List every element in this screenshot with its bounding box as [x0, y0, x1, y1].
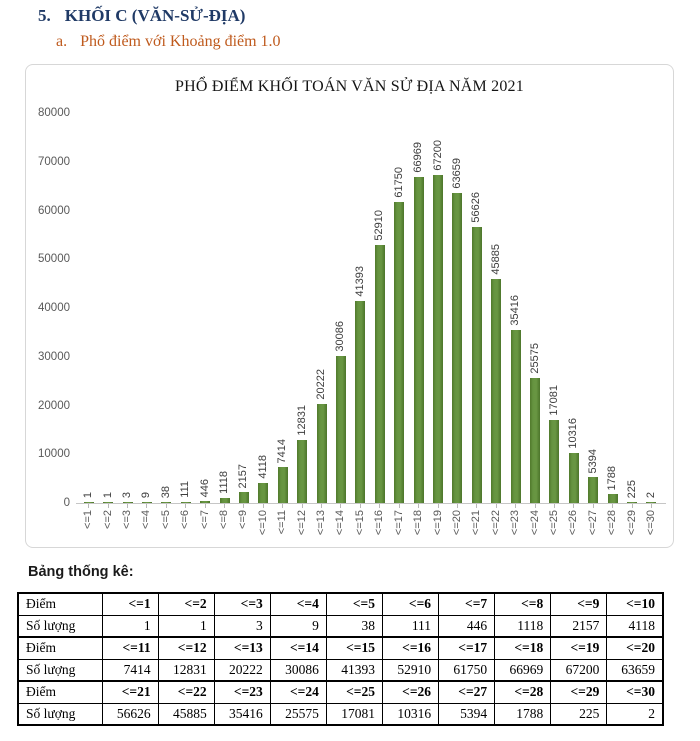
x-category — [448, 504, 467, 548]
chart-title: PHỔ ĐIỂM KHỐI TOÁN VĂN SỬ ĐỊA NĂM 2021 — [175, 78, 524, 95]
statistics-table-wrap — [17, 592, 664, 726]
x-tick-mark — [302, 504, 303, 508]
x-tick-mark — [224, 504, 225, 508]
count-row-label: Số lượng — [18, 615, 102, 637]
count-cell: 2 — [607, 703, 663, 725]
score-cell: <=29 — [551, 681, 607, 703]
bar — [355, 301, 365, 503]
x-tick-mark — [612, 504, 613, 508]
score-cell: <=27 — [439, 681, 495, 703]
count-row-label: Số lượng — [18, 659, 102, 681]
bar-value-label: 2 — [644, 491, 657, 498]
count-cell: 225 — [551, 703, 607, 725]
x-category — [603, 504, 622, 548]
x-tick-mark — [379, 504, 380, 508]
x-category — [292, 504, 311, 548]
bar-column — [370, 113, 389, 503]
score-cell: <=17 — [439, 637, 495, 659]
count-cell: 10316 — [382, 703, 438, 725]
score-cell: <=28 — [495, 681, 551, 703]
count-cell: 7414 — [102, 659, 158, 681]
x-category — [215, 504, 234, 548]
y-tick-label: 70000 — [38, 155, 70, 168]
bar-series — [79, 113, 661, 503]
bar-column — [584, 113, 603, 503]
bar — [569, 453, 579, 503]
x-tick-label: <=12 — [295, 510, 308, 536]
bar-value-label: 7414 — [276, 438, 289, 463]
x-tick-label: <=17 — [392, 510, 405, 536]
bar-value-label: 38 — [159, 485, 172, 498]
x-category — [564, 504, 583, 548]
score-row-label: Điểm — [18, 593, 102, 615]
bar-column — [448, 113, 467, 503]
x-tick-label: <=23 — [509, 510, 522, 536]
score-cell: <=11 — [102, 637, 158, 659]
x-tick-label: <=6 — [179, 510, 192, 529]
x-category — [98, 504, 117, 548]
count-cell: 12831 — [158, 659, 214, 681]
count-cell: 9 — [270, 615, 326, 637]
bar-value-label: 4118 — [256, 455, 269, 479]
bar-value-label: 12831 — [295, 405, 308, 436]
x-tick-mark — [632, 504, 633, 508]
count-row-label: Số lượng — [18, 703, 102, 725]
section-title: KHỐI C (VĂN-SỬ-ĐỊA) — [64, 6, 246, 25]
bar-value-label: 446 — [198, 478, 211, 497]
x-category — [351, 504, 370, 548]
x-tick-label: <=11 — [276, 510, 289, 535]
x-category — [157, 504, 176, 548]
score-cell: <=20 — [607, 637, 663, 659]
bar-column — [506, 113, 525, 503]
bar-value-label: 66969 — [412, 142, 425, 173]
count-cell: 35416 — [214, 703, 270, 725]
y-tick-label: 0 — [63, 497, 70, 509]
count-cell: 52910 — [382, 659, 438, 681]
table-row-counts — [18, 615, 663, 637]
bar-value-label: 1 — [101, 491, 114, 498]
x-tick-label: <=26 — [567, 510, 580, 536]
x-tick-mark — [88, 504, 89, 508]
bar — [258, 483, 268, 503]
bar-column — [409, 113, 428, 503]
bar — [472, 227, 482, 503]
x-category — [428, 504, 447, 548]
bar — [278, 467, 288, 503]
count-cell: 446 — [439, 615, 495, 637]
subsection-title: Phổ điểm với Khoảng điểm 1.0 — [80, 33, 281, 50]
score-cell: <=4 — [270, 593, 326, 615]
x-tick-mark — [438, 504, 439, 508]
table-caption: Bảng thống kê: — [28, 564, 134, 580]
count-cell: 2157 — [551, 615, 607, 637]
score-cell: <=25 — [326, 681, 382, 703]
x-category — [487, 504, 506, 548]
x-tick-mark — [282, 504, 283, 508]
count-cell: 66969 — [495, 659, 551, 681]
bar — [511, 330, 521, 503]
x-tick-mark — [457, 504, 458, 508]
x-tick-mark — [340, 504, 341, 508]
x-tick-label: <=5 — [159, 510, 172, 529]
score-cell: <=5 — [326, 593, 382, 615]
count-cell: 1788 — [495, 703, 551, 725]
score-cell: <=1 — [102, 593, 158, 615]
section-heading — [38, 6, 245, 26]
bar-column — [234, 113, 253, 503]
x-category — [176, 504, 195, 548]
bar-value-label: 17081 — [547, 385, 560, 416]
count-cell: 30086 — [270, 659, 326, 681]
y-tick-label: 40000 — [38, 302, 70, 314]
score-cell: <=8 — [495, 593, 551, 615]
x-tick-label: <=30 — [644, 510, 657, 536]
bar-column — [428, 113, 447, 503]
score-row-label: Điểm — [18, 637, 102, 659]
score-cell: <=21 — [102, 681, 158, 703]
y-axis — [26, 107, 74, 509]
count-cell: 1118 — [495, 615, 551, 637]
bar-column — [487, 113, 506, 503]
score-cell: <=10 — [607, 593, 663, 615]
score-cell: <=14 — [270, 637, 326, 659]
bar-column — [622, 113, 641, 503]
bar — [530, 378, 540, 503]
x-tick-label: <=4 — [140, 510, 153, 529]
count-cell: 111 — [382, 615, 438, 637]
x-tick-mark — [573, 504, 574, 508]
x-tick-mark — [651, 504, 652, 508]
bar-column — [273, 113, 292, 503]
x-axis — [79, 504, 661, 548]
bar-column — [157, 113, 176, 503]
x-category — [584, 504, 603, 548]
table-row-counts — [18, 659, 663, 681]
statistics-table — [17, 592, 664, 726]
bar-column — [642, 113, 661, 503]
x-tick-label: <=29 — [625, 510, 638, 536]
x-tick-label: <=15 — [353, 510, 366, 536]
x-category — [506, 504, 525, 548]
score-cell: <=13 — [214, 637, 270, 659]
score-cell: <=26 — [382, 681, 438, 703]
bar — [394, 202, 404, 503]
x-tick-mark — [496, 504, 497, 508]
bar — [336, 356, 346, 503]
bar-column — [467, 113, 486, 503]
bar-column — [603, 113, 622, 503]
bar-value-label: 5394 — [586, 448, 599, 473]
x-tick-mark — [321, 504, 322, 508]
score-cell: <=7 — [439, 593, 495, 615]
score-cell: <=2 — [158, 593, 214, 615]
bar-value-label: 3 — [121, 491, 134, 498]
x-category — [622, 504, 641, 548]
x-tick-label: <=18 — [412, 510, 425, 536]
count-cell: 17081 — [326, 703, 382, 725]
bar — [452, 193, 462, 503]
x-category — [331, 504, 350, 548]
x-tick-label: <=20 — [450, 510, 463, 536]
x-tick-label: <=14 — [334, 510, 347, 536]
x-category — [642, 504, 661, 548]
bar — [608, 494, 618, 503]
section-number: 5. — [38, 6, 51, 25]
bar — [588, 477, 598, 503]
x-tick-label: <=22 — [489, 510, 502, 536]
x-tick-mark — [166, 504, 167, 508]
bar-column — [254, 113, 273, 503]
score-cell: <=3 — [214, 593, 270, 615]
x-category — [390, 504, 409, 548]
count-cell: 45885 — [158, 703, 214, 725]
table-row-scores — [18, 637, 663, 659]
table-row-counts — [18, 703, 663, 725]
bar-column — [525, 113, 544, 503]
x-category — [234, 504, 253, 548]
x-tick-mark — [535, 504, 536, 508]
x-tick-label: <=8 — [218, 510, 231, 529]
bar-value-label: 111 — [179, 481, 192, 498]
x-tick-mark — [127, 504, 128, 508]
bar — [549, 420, 559, 503]
count-cell: 67200 — [551, 659, 607, 681]
bar-value-label: 25575 — [528, 343, 541, 374]
bar-value-label: 1 — [82, 491, 95, 498]
score-cell: <=22 — [158, 681, 214, 703]
x-tick-label: <=28 — [606, 510, 619, 536]
score-cell: <=16 — [382, 637, 438, 659]
bar-value-label: 35416 — [509, 295, 522, 326]
count-cell: 20222 — [214, 659, 270, 681]
x-category — [79, 504, 98, 548]
x-category — [467, 504, 486, 548]
bar-column — [98, 113, 117, 503]
bar-value-label: 1118 — [218, 471, 231, 494]
bar — [414, 177, 424, 503]
x-category — [118, 504, 137, 548]
x-tick-mark — [515, 504, 516, 508]
bar-column — [137, 113, 156, 503]
x-tick-mark — [593, 504, 594, 508]
x-category — [370, 504, 389, 548]
x-tick-label: <=2 — [101, 510, 114, 529]
count-cell: 38 — [326, 615, 382, 637]
bar — [239, 492, 249, 503]
bar-column — [312, 113, 331, 503]
bar-value-label: 67200 — [431, 140, 444, 171]
bar-value-label: 52910 — [373, 210, 386, 241]
bar-column — [292, 113, 311, 503]
bar-value-label: 61750 — [392, 167, 405, 198]
bar-column — [545, 113, 564, 503]
x-category — [254, 504, 273, 548]
x-tick-label: <=19 — [431, 510, 444, 536]
x-category — [137, 504, 156, 548]
x-category — [525, 504, 544, 548]
x-tick-label: <=27 — [586, 510, 599, 536]
score-cell: <=18 — [495, 637, 551, 659]
x-tick-label: <=13 — [315, 510, 328, 536]
bar-value-label: 9 — [140, 491, 153, 498]
bar-value-label: 20222 — [315, 369, 328, 400]
x-category — [545, 504, 564, 548]
x-tick-mark — [418, 504, 419, 508]
x-tick-label: <=1 — [82, 510, 95, 529]
bar-value-label: 45885 — [489, 244, 502, 275]
bar — [297, 440, 307, 503]
subsection-letter: a. — [56, 33, 68, 50]
x-category — [312, 504, 331, 548]
count-cell: 56626 — [102, 703, 158, 725]
x-tick-label: <=10 — [256, 510, 269, 536]
table-row-scores — [18, 681, 663, 703]
x-tick-mark — [554, 504, 555, 508]
score-cell: <=30 — [607, 681, 663, 703]
count-cell: 4118 — [607, 615, 663, 637]
bar-column — [195, 113, 214, 503]
bar — [317, 404, 327, 503]
score-cell: <=15 — [326, 637, 382, 659]
y-tick-label: 30000 — [38, 350, 70, 363]
bar — [491, 279, 501, 503]
bar — [433, 175, 443, 503]
count-cell: 5394 — [439, 703, 495, 725]
bar-value-label: 10316 — [567, 418, 580, 449]
bar-value-label: 30086 — [334, 321, 347, 352]
score-cell: <=12 — [158, 637, 214, 659]
y-tick-label: 50000 — [38, 253, 70, 266]
score-cell: <=23 — [214, 681, 270, 703]
bar — [375, 245, 385, 503]
bar-column — [390, 113, 409, 503]
x-tick-mark — [243, 504, 244, 508]
y-tick-label: 80000 — [38, 107, 70, 119]
count-cell: 1 — [102, 615, 158, 637]
table-row-scores — [18, 593, 663, 615]
count-cell: 25575 — [270, 703, 326, 725]
count-cell: 61750 — [439, 659, 495, 681]
bar-value-label: 1788 — [606, 465, 619, 490]
score-cell: <=19 — [551, 637, 607, 659]
x-tick-label: <=3 — [121, 510, 134, 529]
x-tick-mark — [399, 504, 400, 508]
x-tick-label: <=9 — [237, 510, 250, 529]
x-category — [273, 504, 292, 548]
bar-column — [331, 113, 350, 503]
x-category — [195, 504, 214, 548]
y-tick-label: 20000 — [38, 399, 70, 412]
score-cell: <=6 — [382, 593, 438, 615]
count-cell: 1 — [158, 615, 214, 637]
count-cell: 3 — [214, 615, 270, 637]
x-tick-mark — [205, 504, 206, 508]
x-tick-mark — [146, 504, 147, 508]
bar-column — [176, 113, 195, 503]
score-row-label: Điểm — [18, 681, 102, 703]
subsection-heading — [56, 33, 281, 51]
x-tick-mark — [185, 504, 186, 508]
bar-value-label: 225 — [625, 479, 638, 498]
x-tick-label: <=7 — [198, 510, 211, 529]
y-tick-label: 60000 — [38, 204, 70, 217]
score-distribution-chart — [25, 64, 674, 548]
bar-column — [564, 113, 583, 503]
x-tick-label: <=16 — [373, 510, 386, 536]
x-tick-mark — [263, 504, 264, 508]
x-tick-label: <=21 — [470, 510, 483, 536]
bar-value-label: 2157 — [237, 463, 250, 488]
bar-value-label: 56626 — [470, 192, 483, 223]
bar-column — [118, 113, 137, 503]
score-cell: <=24 — [270, 681, 326, 703]
bar-column — [351, 113, 370, 503]
bar-value-label: 63659 — [450, 158, 463, 189]
x-tick-mark — [360, 504, 361, 508]
x-tick-mark — [108, 504, 109, 508]
bar-column — [79, 113, 98, 503]
bar-column — [215, 113, 234, 503]
y-tick-label: 10000 — [38, 448, 70, 461]
x-tick-label: <=25 — [547, 510, 560, 536]
x-tick-label: <=24 — [528, 510, 541, 536]
bar-value-label: 41393 — [353, 266, 366, 297]
x-category — [409, 504, 428, 548]
count-cell: 63659 — [607, 659, 663, 681]
score-cell: <=9 — [551, 593, 607, 615]
count-cell: 41393 — [326, 659, 382, 681]
x-tick-mark — [476, 504, 477, 508]
